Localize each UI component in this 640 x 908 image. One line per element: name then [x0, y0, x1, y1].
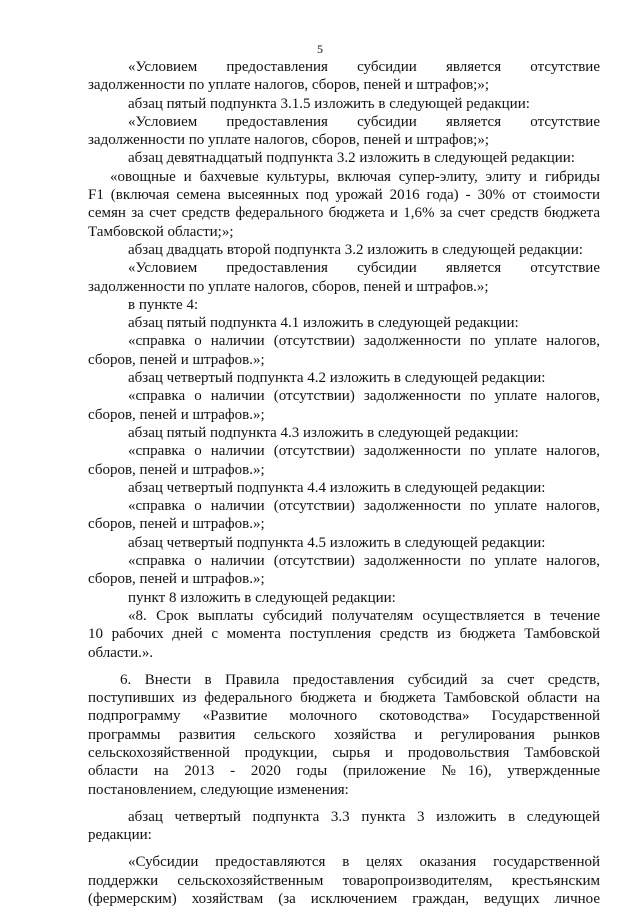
text-line: абзац четвертый подпункта 3.3 пункта 3 изложить в следующей: [128, 808, 600, 825]
document-body: [88, 58, 600, 908]
text-line: 6. Внести в Правила предоставления субсидий за счет средств,: [120, 671, 600, 688]
text-line: абзац двадцать второй подпункта 3.2 изложить в следующей редакции:: [128, 241, 583, 258]
text-line: абзац пятый подпункта 4.3 изложить в следующей редакции:: [128, 424, 519, 441]
text-line: сборов, пеней и штрафов.»;: [88, 516, 265, 533]
text-line: F1 (включая семена высеянных под урожай 2016 года) - 30% от стоимости: [88, 187, 600, 204]
text-line: абзац четвертый подпункта 4.5 изложить в следующей редакции:: [128, 534, 546, 551]
text-line: в пункте 4:: [128, 296, 199, 313]
text-line: области на 2013 - 2020 годы (приложение №16), утвержденные: [88, 763, 600, 780]
text-line: постановлением, следующие изменения:: [88, 781, 349, 798]
text-line: 10 рабочих дней с момента поступления средств из бюджета Тамбовской: [88, 626, 600, 643]
text-line: редакции:: [88, 827, 152, 844]
text-line: программы развития сельского хозяйства и регулирования рынков: [88, 726, 600, 743]
text-line: «справка о наличии (отсутствии) задолженности по уплате налогов,: [128, 333, 600, 350]
paragraph-gap: [88, 799, 600, 808]
page-number: 5: [317, 42, 323, 56]
text-line: пункт 8 изложить в следующей редакции:: [128, 589, 396, 606]
text-line: «справка о наличии (отсутствии) задолженности по уплате налогов,: [128, 443, 600, 460]
text-line: сборов, пеней и штрафов.»;: [88, 461, 265, 478]
text-line: абзац пятый подпункта 4.1 изложить в следующей редакции:: [128, 315, 519, 332]
paragraph-gap: [88, 662, 600, 671]
text-line: задолженности по уплате налогов, сборов, пеней и штрафов;»;: [88, 132, 489, 149]
text-line: задолженности по уплате налогов, сборов, пеней и штрафов.»;: [88, 278, 489, 295]
text-line: сельскохозяйственной продукции, сырья и продовольствия Тамбовской: [88, 744, 600, 761]
text-line: абзац пятый подпункта 3.1.5 изложить в следующей редакции:: [128, 95, 530, 112]
text-line: Тамбовской области;»;: [88, 223, 234, 240]
text-line: «справка о наличии (отсутствии) задолженности по уплате налогов,: [128, 553, 600, 570]
text-line: «справка о наличии (отсутствии) задолженности по уплате налогов,: [128, 498, 600, 515]
text-line: (фермерским) хозяйствам (за исключением граждан, ведущих личное: [88, 891, 600, 908]
text-line: абзац четвертый подпункта 4.4 изложить в следующей редакции:: [128, 479, 546, 496]
text-line: «Условием предоставления субсидии является отсутствие: [128, 59, 600, 75]
text-line: «8. Срок выплаты субсидий получателям осуществляется в течение: [128, 607, 600, 624]
paragraph-gap: [88, 844, 600, 853]
text-line: абзац девятнадцатый подпункта 3.2 изложить в следующей редакции:: [128, 150, 575, 167]
text-line: «Субсидии предоставляются в целях оказания государственной: [128, 854, 600, 871]
text-line: «Условием предоставления субсидии является отсутствие: [128, 113, 600, 130]
text-line: «Условием предоставления субсидии является отсутствие: [128, 260, 600, 277]
text-line: сборов, пеней и штрафов.»;: [88, 406, 265, 423]
text-line: сборов, пеней и штрафов.»;: [88, 351, 265, 368]
text-line: поступивших из федерального бюджета и бюджета Тамбовской области на: [88, 690, 600, 707]
text-line: поддержки сельскохозяйственным товаропроизводителям, крестьянским: [88, 872, 600, 889]
text-line: абзац четвертый подпункта 4.2 изложить в следующей редакции:: [128, 370, 546, 387]
text-line: «справка о наличии (отсутствии) задолженности по уплате налогов,: [128, 388, 600, 405]
text-line: задолженности по уплате налогов, сборов, пеней и штрафов;»;: [88, 77, 489, 94]
text-line: «овощные и бахчевые культуры, включая супер-элиту, элиту и гибриды: [110, 168, 600, 185]
text-line: области.».: [88, 644, 154, 661]
text-line: сборов, пеней и штрафов.»;: [88, 571, 265, 588]
text-line: семян за счет средств федерального бюджета и 1,6% за счет средств бюджета: [88, 205, 600, 222]
text-line: подпрограмму «Развитие молочного скотоводства» Государственной: [88, 708, 600, 725]
